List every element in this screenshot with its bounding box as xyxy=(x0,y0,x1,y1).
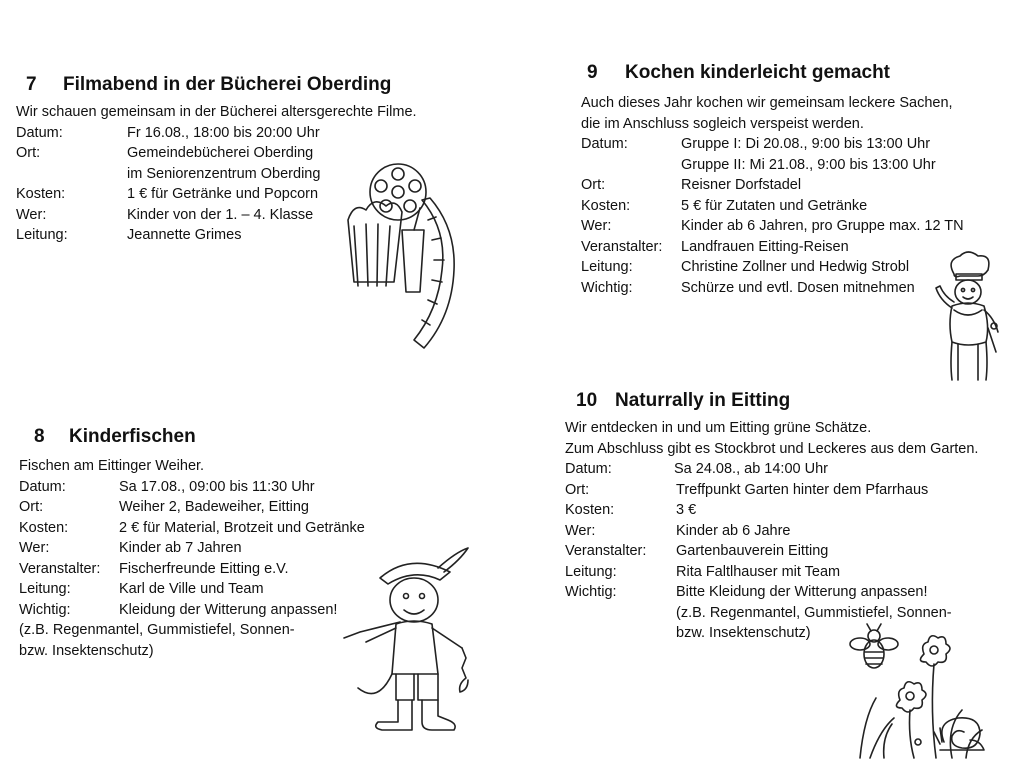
detail-row xyxy=(581,257,964,278)
detail-label: Leitung: xyxy=(16,227,68,243)
section-10 xyxy=(565,390,978,644)
detail-row xyxy=(16,123,417,144)
detail-label: Veranstalter: xyxy=(565,543,647,559)
detail-row xyxy=(565,582,978,603)
detail-row xyxy=(565,562,978,583)
section-9-details xyxy=(581,134,964,298)
detail-label: Veranstalter: xyxy=(19,560,101,577)
section-7-number: 7 xyxy=(26,74,37,95)
detail-label xyxy=(581,155,681,176)
section-10-heading: Naturrally in Eitting xyxy=(615,390,791,411)
detail-row xyxy=(19,559,365,580)
bee-flowers-snail-icon xyxy=(840,624,990,760)
detail-value: Gruppe II: Mi 21.08., 9:00 bis 13:00 Uhr xyxy=(681,156,936,173)
detail-value: Kinder ab 6 Jahren, pro Gruppe max. 12 TN xyxy=(681,218,964,234)
section-9-intro-line-1: Auch dieses Jahr kochen wir gemeinsam leckere Sachen, xyxy=(581,95,953,111)
detail-label: Kosten: xyxy=(19,519,69,536)
section-9-number: 9 xyxy=(587,62,598,83)
detail-label: Kosten: xyxy=(565,502,615,518)
detail-row xyxy=(19,497,365,518)
detail-label: Leitung: xyxy=(581,259,633,275)
detail-value: Sa 24.08., ab 14:00 Uhr xyxy=(674,461,828,477)
section-8-heading: Kinderfischen xyxy=(69,426,196,447)
detail-row xyxy=(19,518,365,539)
detail-row xyxy=(581,237,964,258)
detail-row xyxy=(19,579,365,600)
detail-value: Fischerfreunde Eitting e.V. xyxy=(119,560,289,577)
detail-label: Ort: xyxy=(565,481,590,498)
detail-value: Kinder ab 7 Jahren xyxy=(119,540,242,556)
detail-value: Schürze und evtl. Dosen mitnehmen xyxy=(681,279,915,296)
detail-row xyxy=(565,459,978,480)
detail-label: Datum: xyxy=(581,136,628,152)
section-7-title xyxy=(26,74,417,96)
section-10-details xyxy=(565,459,978,644)
section-8-note-line-1: (z.B. Regenmantel, Gummistiefel, Sonnen- xyxy=(19,622,295,638)
section-9-heading: Kochen kinderleicht gemacht xyxy=(625,62,891,83)
detail-row xyxy=(581,278,964,299)
detail-label: Leitung: xyxy=(565,563,617,580)
detail-value: Kinder von der 1. – 4. Klasse xyxy=(127,206,314,223)
detail-row xyxy=(565,521,978,542)
detail-value: Bitte Kleidung der Witterung anpassen! xyxy=(676,584,928,600)
detail-value: Karl de Ville und Team xyxy=(119,581,264,597)
detail-row xyxy=(19,477,365,498)
popcorn-film-icon xyxy=(340,160,470,350)
section-10-intro-line-1: Wir entdecken in und um Eitting grüne Schätze. xyxy=(565,420,872,436)
detail-row xyxy=(565,603,978,624)
detail-label: Ort: xyxy=(19,499,44,515)
detail-value: bzw. Insektenschutz) xyxy=(676,625,811,641)
detail-label: Wichtig: xyxy=(581,279,633,296)
detail-value: 1 € für Getränke und Popcorn xyxy=(127,186,319,202)
detail-label xyxy=(16,164,127,185)
detail-value: Gruppe I: Di 20.08., 9:00 bis 13:00 Uhr xyxy=(681,136,931,152)
detail-value: 3 € xyxy=(676,502,697,518)
detail-row xyxy=(19,538,365,559)
detail-value: Christine Zollner und Hedwig Strobl xyxy=(681,259,910,275)
detail-row xyxy=(581,175,964,196)
detail-row xyxy=(581,196,964,217)
detail-label: Wer: xyxy=(565,522,596,539)
detail-value: Sa 17.08., 09:00 bis 11:30 Uhr xyxy=(119,478,315,495)
detail-label xyxy=(565,603,676,624)
chef-woman-icon xyxy=(928,252,1004,386)
detail-value: Treffpunkt Garten hinter dem Pfarrhaus xyxy=(676,481,929,498)
detail-row xyxy=(565,500,978,521)
section-7-intro: Wir schauen gemeinsam in der Bücherei altersgerechte Filme. xyxy=(16,104,417,120)
section-8-note-line-2: bzw. Insektenschutz) xyxy=(19,642,154,659)
detail-value: Kinder ab 6 Jahre xyxy=(676,522,791,539)
detail-value: Gartenbauverein Eitting xyxy=(676,543,829,559)
detail-row xyxy=(581,134,964,155)
detail-label: Datum: xyxy=(565,461,612,477)
section-7-heading: Filmabend in der Bücherei Oberding xyxy=(63,74,392,95)
detail-value: Fr 16.08., 18:00 bis 20:00 Uhr xyxy=(127,124,320,141)
detail-label: Datum: xyxy=(16,124,63,141)
fishing-boy-icon xyxy=(340,548,490,740)
detail-label xyxy=(565,623,676,644)
detail-label: Kosten: xyxy=(16,186,66,202)
detail-label: Wer: xyxy=(581,218,612,234)
section-10-number: 10 xyxy=(576,390,598,411)
detail-value: Jeannette Grimes xyxy=(127,227,242,243)
detail-label: Veranstalter: xyxy=(581,238,663,255)
detail-label: Kosten: xyxy=(581,197,631,214)
detail-row xyxy=(565,541,978,562)
section-8 xyxy=(19,426,365,661)
section-9-intro-line-2: die im Anschluss sogleich verspeist werden. xyxy=(581,115,864,132)
detail-value: Landfrauen Eitting-Reisen xyxy=(681,238,849,255)
detail-value: Kleidung der Witterung anpassen! xyxy=(119,601,338,618)
detail-value: Reisner Dorfstadel xyxy=(681,177,802,193)
detail-label: Datum: xyxy=(19,478,66,495)
detail-label: Ort: xyxy=(581,177,606,193)
detail-row xyxy=(581,216,964,237)
detail-value: Gemeindebücherei Oberding xyxy=(127,145,314,161)
detail-label: Wer: xyxy=(19,540,50,556)
section-9 xyxy=(581,62,964,298)
detail-label: Leitung: xyxy=(19,581,71,597)
detail-row xyxy=(19,600,365,621)
section-10-title xyxy=(576,390,978,412)
section-8-title xyxy=(34,426,365,448)
detail-value: 2 € für Material, Brotzeit und Getränke xyxy=(119,519,365,536)
detail-row xyxy=(581,155,964,176)
detail-value: Rita Faltlhauser mit Team xyxy=(676,563,841,580)
detail-label: Wichtig: xyxy=(565,584,617,600)
section-8-number: 8 xyxy=(34,426,45,447)
detail-row xyxy=(565,480,978,501)
detail-label: Wichtig: xyxy=(19,601,71,618)
detail-label: Wer: xyxy=(16,206,47,223)
detail-value: Weiher 2, Badeweiher, Eitting xyxy=(119,499,309,515)
section-8-intro: Fischen am Eittinger Weiher. xyxy=(19,458,205,474)
detail-value: 5 € für Zutaten und Getränke xyxy=(681,197,868,214)
detail-label: Ort: xyxy=(16,145,41,161)
section-10-intro-line-2: Zum Abschluss gibt es Stockbrot und Leckeres aus dem Garten. xyxy=(565,440,979,457)
detail-value: (z.B. Regenmantel, Gummistiefel, Sonnen- xyxy=(676,604,952,621)
section-9-title xyxy=(587,62,964,84)
section-8-details xyxy=(19,477,365,621)
detail-value: im Seniorenzentrum Oberding xyxy=(127,165,321,182)
